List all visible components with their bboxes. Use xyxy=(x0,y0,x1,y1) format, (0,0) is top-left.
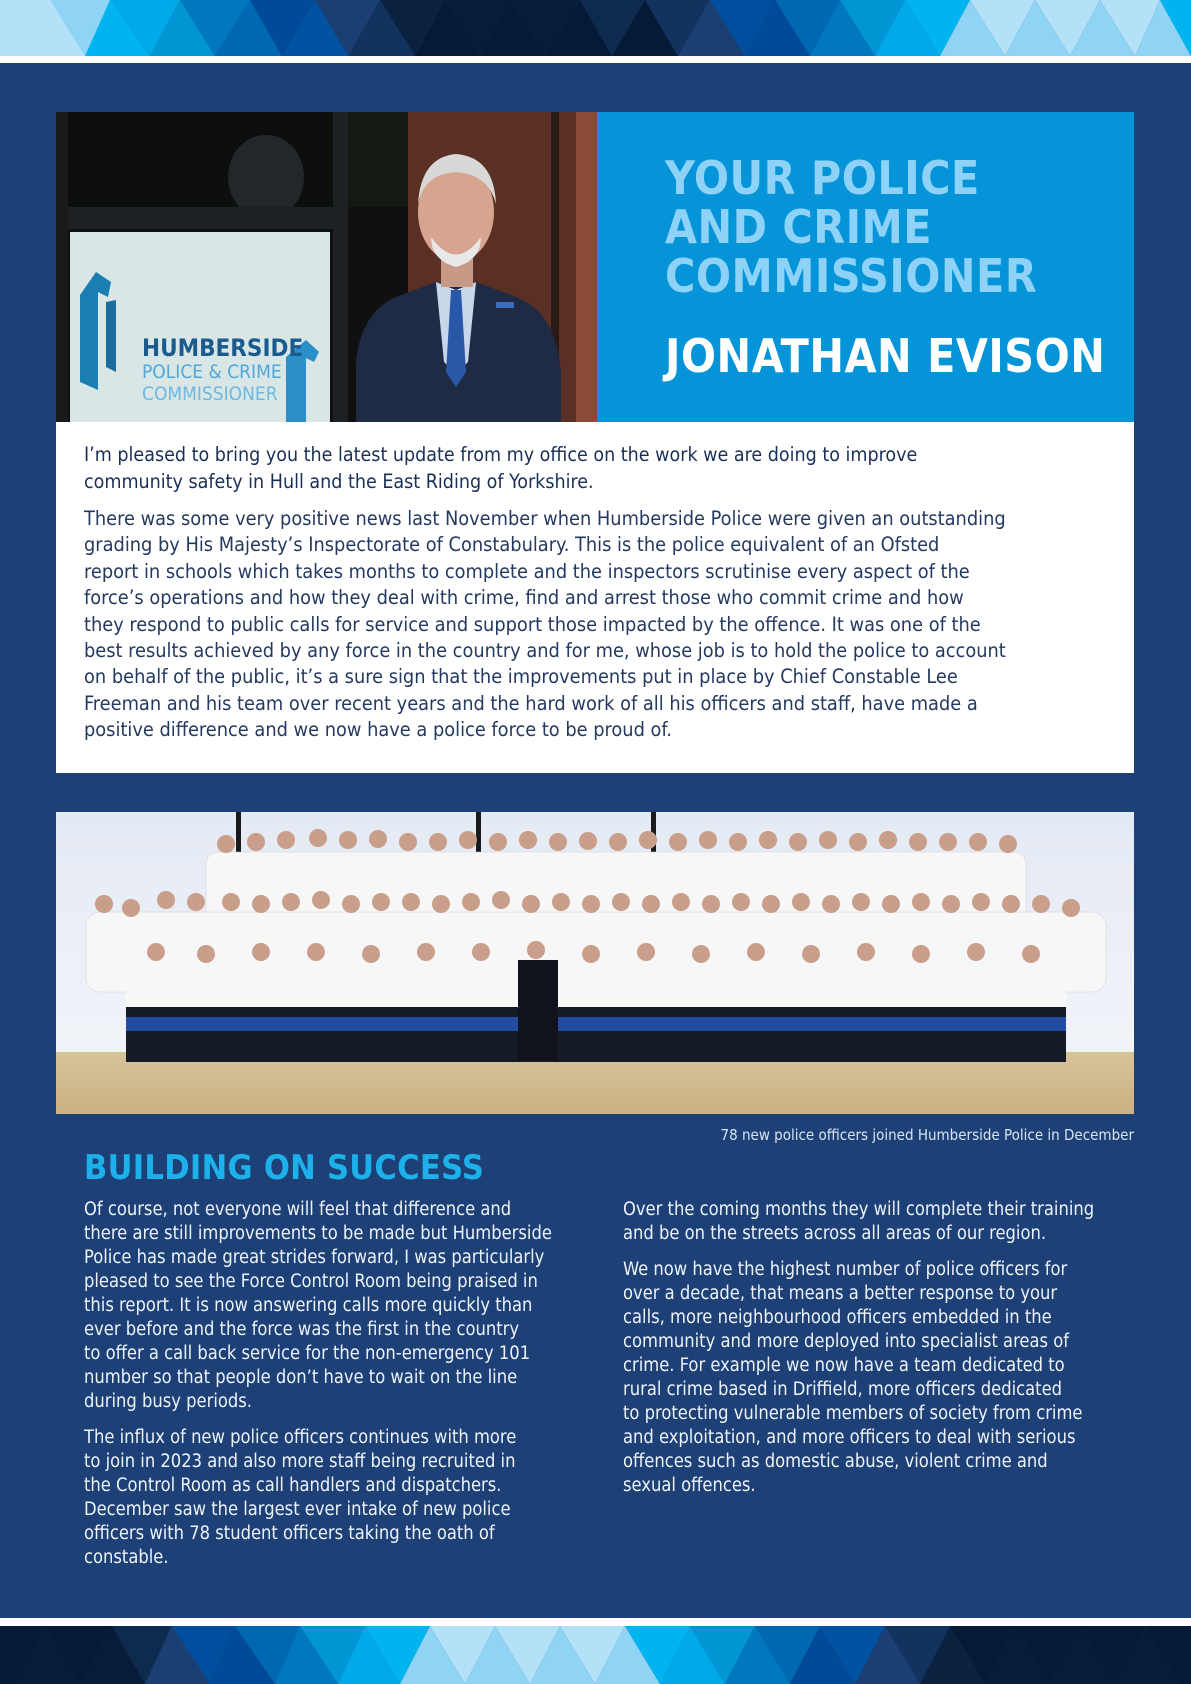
text-line: and be on the streets across all areas of our region. xyxy=(623,1223,1047,1244)
intro-lead-line: community safety in Hull and the East Riding of Yorkshire. xyxy=(84,469,594,493)
group-photo-image xyxy=(56,812,1134,1114)
text-line: offences such as domestic abuse, violent crime and xyxy=(623,1451,1048,1472)
text-line: there are still improvements to be made but Humberside xyxy=(84,1223,552,1244)
title-line-1: YOUR POLICE xyxy=(665,151,980,205)
left-column xyxy=(84,1198,604,1582)
text-line: this report. It is now answering calls more quickly than xyxy=(84,1295,533,1316)
triangle-pattern-top xyxy=(0,0,1191,56)
intro-body-line: best results achieved by any force in the country and for me, whose job is to hold the police to account xyxy=(84,639,1006,663)
text-line: the Control Room as call handlers and dispatchers. xyxy=(84,1475,502,1496)
svg-text:COMMISSIONER: COMMISSIONER xyxy=(142,383,278,405)
svg-text:POLICE & CRIME: POLICE & CRIME xyxy=(142,361,282,383)
text-line: number so that people don’t have to wait on the line xyxy=(84,1367,518,1388)
text-line: pleased to see the Force Control Room being praised in xyxy=(84,1271,538,1292)
bottom-triangle-banner xyxy=(0,1626,1191,1684)
text-line: The influx of new police officers continues with more xyxy=(84,1427,517,1448)
left-paragraph-2 xyxy=(84,1426,604,1570)
intro-body-line: force’s operations and how they deal with crime, find and arrest those who commit crime and how xyxy=(84,586,964,610)
intro-lead-line: I’m pleased to bring you the latest update from my office on the work we are doing to improve xyxy=(84,443,918,466)
section-heading: BUILDING ON SUCCESS xyxy=(84,1148,485,1188)
text-line: December saw the largest ever intake of new police xyxy=(84,1499,511,1520)
text-line: Of course, not everyone will feel that difference and xyxy=(84,1199,512,1220)
top-white-divider xyxy=(0,56,1191,63)
text-line: Over the coming months they will complete their training xyxy=(623,1199,1095,1220)
commissioner-photo xyxy=(56,112,597,422)
triangle-pattern-bottom xyxy=(0,1626,1191,1684)
text-line: and exploitation, and more officers to deal with serious xyxy=(623,1427,1076,1448)
commissioner-name: JONATHAN EVISON xyxy=(665,329,1106,383)
intro-body-line: positive difference and we now have a police force to be proud of. xyxy=(84,718,672,742)
text-line: over a decade, that means a better response to your xyxy=(623,1283,1058,1304)
text-line: to offer a call back service for the non-emergency 101 xyxy=(84,1343,531,1364)
right-paragraph-1 xyxy=(623,1198,1143,1246)
intro-body-line: Freeman and his team over recent years and the hard work of all his officers and staff, have made a xyxy=(84,691,978,715)
intro-body-line: they respond to public calls for service and support those impacted by the offence. It was one of the xyxy=(84,612,981,636)
intro-body-paragraph xyxy=(84,506,1114,744)
intro-body-line: on behalf of the public, it’s a sure sign that the improvements put in place by Chief Constable Lee xyxy=(84,665,958,689)
right-paragraph-2 xyxy=(623,1258,1143,1498)
text-line: constable. xyxy=(84,1547,169,1568)
group-photo-new-officers xyxy=(56,812,1134,1114)
intro-body-line: There was some very positive news last November when Humberside Police were given an outstanding xyxy=(84,507,1006,530)
text-line: during busy periods. xyxy=(84,1391,253,1412)
text-line: We now have the highest number of police officers for xyxy=(623,1259,1068,1280)
text-line: crime. For example we now have a team dedicated to xyxy=(623,1355,1065,1376)
intro-body-line: grading by His Majesty’s Inspectorate of Constabulary. This is the police equivalent of an Ofsted xyxy=(84,533,940,557)
text-line: officers with 78 student officers taking the oath of xyxy=(84,1523,495,1544)
right-column xyxy=(623,1198,1143,1510)
sign-humberside-text: HUMBERSIDE xyxy=(142,334,304,362)
title-line-2: AND CRIME xyxy=(665,200,933,254)
title-panel xyxy=(597,112,1134,422)
text-line: community and more deployed into specialist areas of xyxy=(623,1331,1069,1352)
text-line: to join in 2023 and also more staff being recruited in xyxy=(84,1451,516,1472)
text-line: rural crime based in Driffield, more officers dedicated xyxy=(623,1379,1063,1400)
intro-body-line: report in schools which takes months to complete and the inspectors scrutinise every aspect of the xyxy=(84,559,970,583)
top-triangle-banner xyxy=(0,0,1191,56)
text-line: Police has made great strides forward, I was particularly xyxy=(84,1247,545,1268)
text-line: calls, more neighbourhood officers embedded in the xyxy=(623,1307,1052,1328)
title-line-3: COMMISSIONER xyxy=(665,249,1038,303)
commissioner-portrait-image xyxy=(56,112,597,422)
photo-caption: 78 new police officers joined Humberside Police in December xyxy=(720,1126,1134,1144)
text-line: sexual offences. xyxy=(623,1475,756,1496)
intro-card xyxy=(56,422,1134,773)
text-line: to protecting vulnerable members of society from crime xyxy=(623,1403,1083,1424)
left-paragraph-1 xyxy=(84,1198,604,1414)
text-line: ever before and the force was the first in the country xyxy=(84,1319,520,1340)
bottom-white-divider xyxy=(0,1618,1191,1626)
intro-lead-paragraph xyxy=(84,442,1094,495)
